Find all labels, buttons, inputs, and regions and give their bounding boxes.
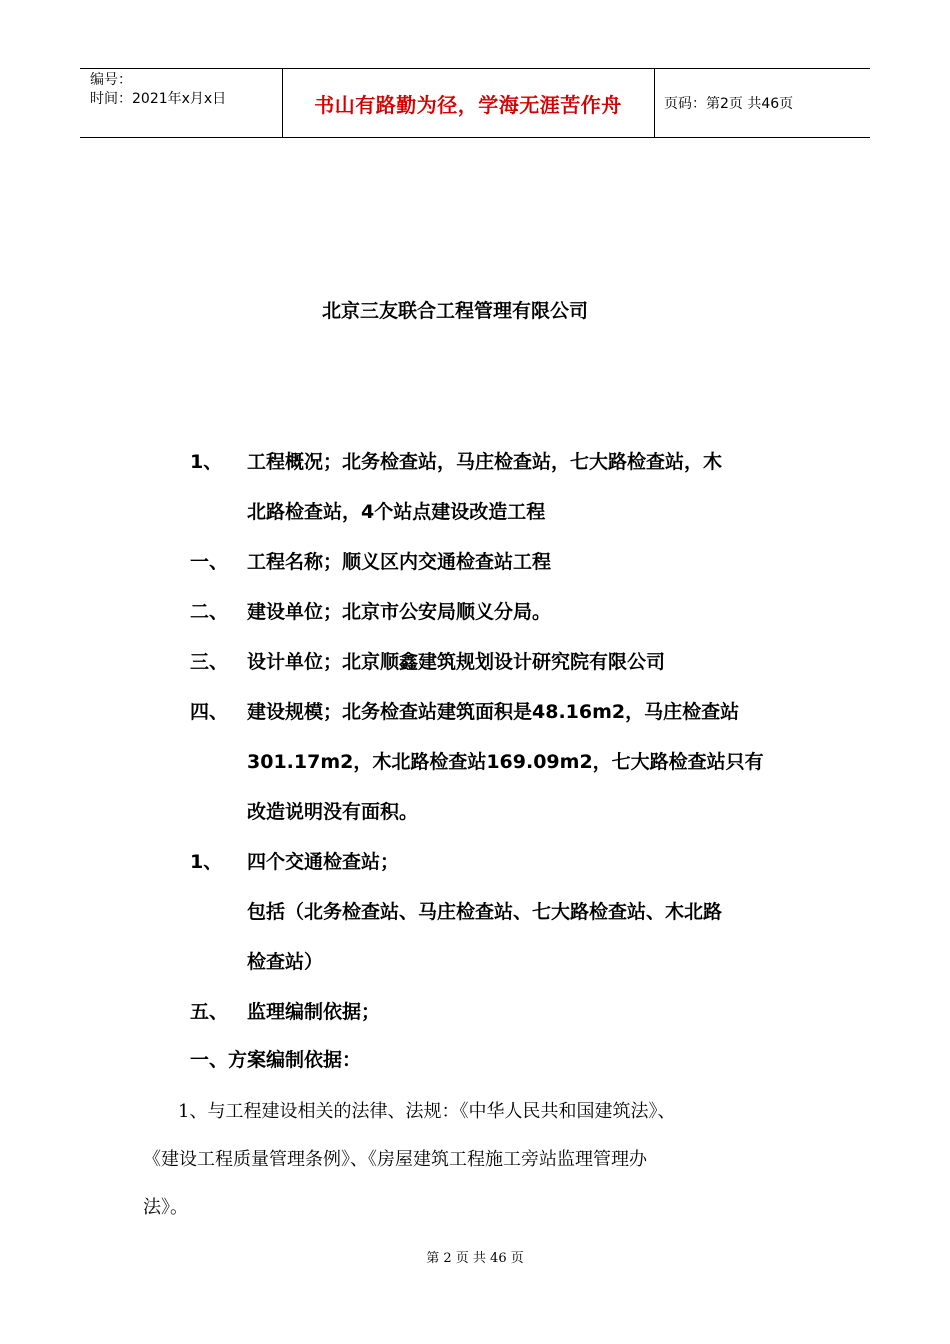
header-page-cell	[654, 69, 870, 137]
item-text: 检查站）	[247, 951, 324, 973]
item-text: 工程名称；顺义区内交通检查站工程	[247, 551, 552, 573]
section-heading: 一、方案编制依据：	[190, 1049, 362, 1071]
item-text: 北路检查站，4个站点建设改造工程	[247, 501, 546, 523]
header-motto-cell	[282, 69, 655, 137]
item-number: 二、	[190, 601, 229, 623]
item-number: 四、	[190, 701, 229, 723]
page-footer: 第 2 页 共 46 页	[426, 1251, 524, 1266]
paragraph-line: 法》。	[143, 1197, 188, 1218]
item-text: 建设单位；北京市公安局顺义分局。	[247, 601, 552, 623]
motto: 书山有路勤为径，学海无涯苦作舟	[314, 92, 622, 117]
item-text: 改造说明没有面积。	[247, 801, 419, 823]
item-number: 1、	[190, 851, 223, 873]
item-text: 设计单位；北京顺鑫建筑规划设计研究院有限公司	[247, 651, 666, 673]
paragraph-line: 《建设工程质量管理条例》、《房屋建筑工程施工旁站监理管理办	[143, 1149, 647, 1170]
item-text: 监理编制依据；	[247, 1001, 381, 1023]
item-text: 301.17m2，木北路检查站169.09m2，七大路检查站只有	[247, 751, 764, 773]
item-text: 四个交通检查站；	[247, 851, 400, 873]
item-number: 一、	[190, 551, 229, 573]
item-number: 五、	[190, 1001, 229, 1023]
serial-label: 编号：	[90, 72, 132, 88]
company-name: 北京三友联合工程管理有限公司	[321, 300, 588, 322]
item-number: 1、	[190, 451, 223, 473]
item-text: 工程概况；北务检查站，马庄检查站，七大路检查站，木	[247, 451, 723, 473]
time-label: 时间：2021年x月x日	[90, 91, 227, 107]
item-text: 包括（北务检查站、马庄检查站、七大路检查站、木北路	[247, 901, 723, 923]
paragraph-line: 1、与工程建设相关的法律、法规：《中华人民共和国建筑法》、	[178, 1101, 676, 1122]
item-text: 建设规模；北务检查站建筑面积是48.16m2，马庄检查站	[247, 701, 740, 723]
header-table	[80, 68, 870, 138]
item-number: 三、	[190, 651, 229, 673]
page-info: 页码：第2页 共46页	[664, 96, 794, 112]
header-meta-cell	[80, 69, 283, 137]
